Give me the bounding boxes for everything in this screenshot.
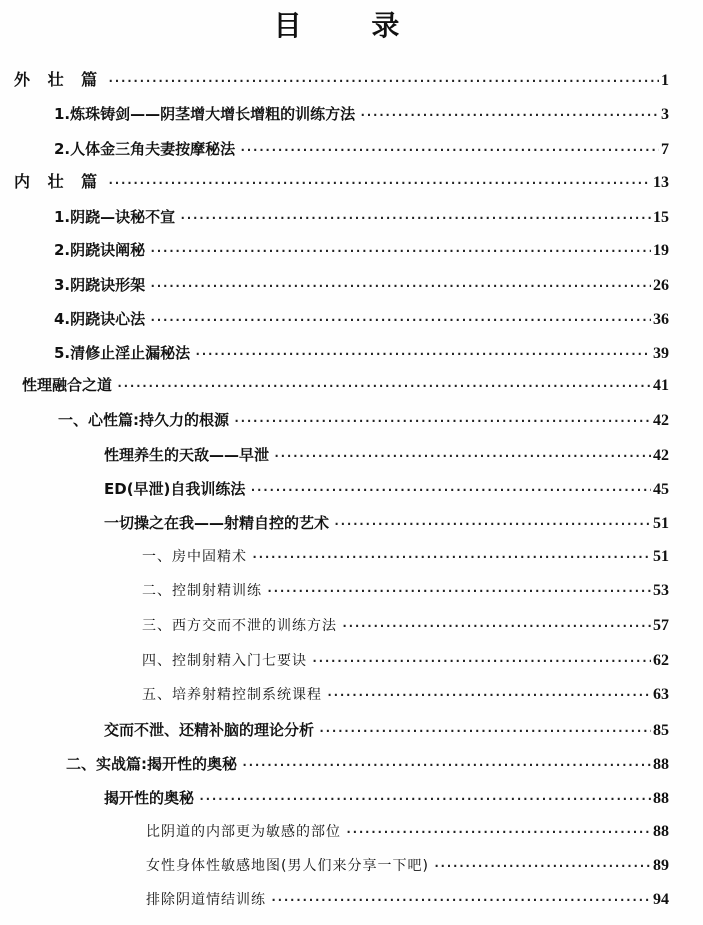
toc-entry-label: 内 壮 篇 [14,172,104,191]
toc-entry-label: 交而不泄、还精补脑的理论分析 [104,721,315,739]
toc-page-number: 85 [653,722,669,739]
toc-page-number: 26 [653,277,669,294]
leader-dots [359,102,659,128]
leader-dots [251,544,651,570]
leader-dots [266,578,651,604]
toc-entry-label: 性理养生的天敌——早泄 [104,446,270,464]
leader-dots [326,682,651,708]
leader-dots [116,373,651,399]
toc-page-number: 57 [653,617,669,634]
toc-page-number: 53 [653,582,669,599]
toc-entry-label: 2.人体金三角夫妻按摩秘法 [54,140,236,158]
toc-entry-part [14,169,669,195]
toc-entry [54,340,669,366]
toc-page-number: 63 [653,686,669,703]
leader-dots [149,307,651,333]
toc-page-number: 15 [653,209,669,226]
toc-entry-sub [142,648,669,674]
toc-entry-label: 外 壮 篇 [14,70,104,89]
toc-page-number: 88 [653,790,669,807]
toc-entry-label: 3.阴跷诀形架 [54,276,146,294]
leader-dots [270,887,651,913]
toc-entry-part [22,372,669,398]
leader-dots [233,408,651,434]
toc-entry-chapter [66,751,669,777]
toc-entry-sub [146,819,669,845]
toc-entry-label: 四、控制射精入门七要诀 [142,653,307,669]
toc-entry [54,237,669,263]
toc-page-number: 3 [661,106,669,123]
toc-page-number: 89 [653,857,669,874]
toc-entry-label: 1.炼珠铸剑——阴茎增大增长增粗的训练方法 [54,105,356,123]
toc-page-number: 45 [653,481,669,498]
leader-dots [239,137,659,163]
toc-entry-label: 女性身体性敏感地图(男人们来分享一下吧) [146,858,429,874]
leader-dots [149,238,651,264]
leader-dots [341,613,651,639]
leader-dots [149,273,651,299]
toc-entry-label: ED(早泄)自我训练法 [104,480,246,498]
toc-page-number: 7 [661,141,669,158]
toc-entry-label: 一、房中固精术 [142,549,247,565]
toc-entry [104,717,669,743]
toc-entry-label: 揭开性的奥秘 [104,789,195,807]
leader-dots [107,68,659,94]
toc-page-number: 51 [653,548,669,565]
toc-page-number: 39 [653,345,669,362]
toc-entry [104,442,669,468]
toc-entry-label: 五、培养射精控制系统课程 [142,687,322,703]
leader-dots [318,718,651,744]
toc-entry-label: 5.清修止淫止漏秘法 [54,344,191,362]
toc-page-number: 42 [653,412,669,429]
toc-entry-sub [142,613,669,639]
page-title: 目 录 [273,9,430,42]
toc-page-number: 41 [653,377,669,394]
toc-page-number: 36 [653,311,669,328]
toc-entry-label: 一、心性篇:持久力的根源 [58,411,229,429]
leader-dots [345,819,651,845]
leader-dots [273,443,651,469]
toc-entry-label: 1.阴跷—诀秘不宣 [54,208,176,226]
toc-entry-sub [146,853,669,879]
leader-dots [433,853,651,879]
toc-page-number: 42 [653,447,669,464]
toc-entry-sub [142,578,669,604]
toc-page-number: 62 [653,652,669,669]
toc-entry [104,510,669,536]
toc-entry [54,101,669,127]
toc-entry-part [14,67,669,93]
toc-entry-label: 4.阴跷诀心法 [54,310,146,328]
toc-entry-label: 二、实战篇:揭开性的奥秘 [66,755,237,773]
toc-entry-label: 2.阴跷诀阐秘 [54,241,146,259]
toc-page-number: 88 [653,823,669,840]
leader-dots [249,477,651,503]
leader-dots [198,786,651,812]
toc-entry [104,476,669,502]
leader-dots [194,341,651,367]
toc-entry-label: 三、西方交而不泄的训练方法 [142,618,337,634]
toc-entry [54,204,669,230]
toc-entry-chapter [58,407,669,433]
toc-entry [104,785,669,811]
toc-entry-sub [146,887,669,913]
leader-dots [179,205,651,231]
toc-entry-label: 排除阴道情结训练 [146,892,266,908]
toc-entry-sub [142,682,669,708]
toc-page-number: 1 [661,72,669,89]
toc-entry [54,306,669,332]
toc-page-number: 13 [653,174,669,191]
leader-dots [311,648,651,674]
toc-entry-label: 二、控制射精训练 [142,583,262,599]
leader-dots [333,511,651,537]
leader-dots [241,752,651,778]
toc-entry-label: 一切操之在我——射精自控的艺术 [104,514,330,532]
toc-page-number: 51 [653,515,669,532]
toc-page-number: 94 [653,891,669,908]
toc-entry [54,272,669,298]
toc-page-number: 88 [653,756,669,773]
toc-entry-label: 性理融合之道 [22,376,113,394]
toc-entry-label: 比阴道的内部更为敏感的部位 [146,824,341,840]
toc-entry-sub [142,544,669,570]
leader-dots [107,170,651,196]
toc-page-number: 19 [653,242,669,259]
toc-entry [54,136,669,162]
